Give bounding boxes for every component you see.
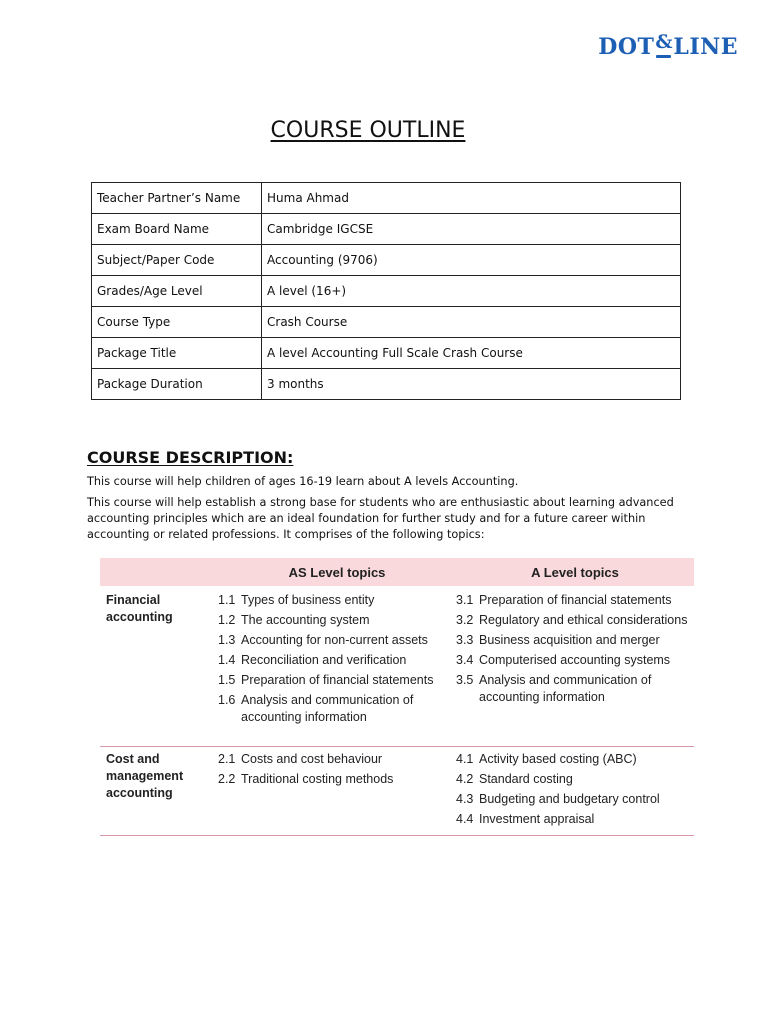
a-level-header: A Level topics <box>531 564 619 580</box>
table-row <box>92 369 681 400</box>
list-item: 3.5 Analysis and communication of accounting information <box>456 673 652 704</box>
info-label: Course Type <box>92 307 262 338</box>
topics-section-financial <box>100 586 694 747</box>
logo-underline-bar <box>656 55 671 58</box>
list-item: 1.4 Reconciliation and verification <box>218 653 407 667</box>
list-item: 1.3 Accounting for non-current assets <box>218 633 428 647</box>
logo-text-line: LINE <box>673 34 738 60</box>
info-label: Grades/Age Level <box>92 276 262 307</box>
topics-table <box>100 558 694 836</box>
info-label: Package Duration <box>92 369 262 400</box>
info-label: Teacher Partner’s Name <box>92 183 262 214</box>
table-row <box>92 214 681 245</box>
info-value: 3 months <box>262 369 681 400</box>
category-label: Financial accounting <box>106 593 173 624</box>
list-item: 2.2 Traditional costing methods <box>218 772 394 786</box>
list-item: 1.6 Analysis and communication of accounting information <box>218 693 414 724</box>
list-item: 3.2 Regulatory and ethical considerations <box>456 613 688 627</box>
page-title: COURSE OUTLINE <box>270 118 466 143</box>
info-value: Accounting (9706) <box>262 245 681 276</box>
list-item: 3.1 Preparation of financial statements <box>456 593 672 607</box>
table-row <box>92 183 681 214</box>
list-item: 1.2 The accounting system <box>218 613 370 627</box>
topics-header <box>100 558 694 586</box>
as-topic-list <box>218 592 456 738</box>
course-description-paragraph: This course will help establish a strong base for students who are enthusiastic about learning advanced accounting principles which are an ideal foundation for further study and for a future career within accounting or related professions. It comprises of the following topics: <box>87 496 674 541</box>
category-label: Cost and management accounting <box>106 752 184 800</box>
list-item: 1.5 Preparation of financial statements <box>218 673 434 687</box>
table-row <box>92 245 681 276</box>
course-description-heading: COURSE DESCRIPTION: <box>87 448 294 467</box>
list-item: 4.1 Activity based costing (ABC) <box>456 752 637 766</box>
a-topic-list <box>456 592 694 738</box>
info-label: Exam Board Name <box>92 214 262 245</box>
as-level-header: AS Level topics <box>288 564 386 580</box>
a-topic-list <box>456 751 694 831</box>
course-description-paragraph: This course will help children of ages 16-19 learn about A levels Accounting. <box>87 475 519 488</box>
info-value: Huma Ahmad <box>262 183 681 214</box>
list-item: 2.1 Costs and cost behaviour <box>218 752 383 766</box>
info-value: A level (16+) <box>262 276 681 307</box>
list-item: 4.3 Budgeting and budgetary control <box>456 792 660 806</box>
table-row <box>92 276 681 307</box>
list-item: 4.4 Investment appraisal <box>456 812 595 826</box>
list-item: 4.2 Standard costing <box>456 772 573 786</box>
topics-section-cost <box>100 747 694 836</box>
list-item: 3.4 Computerised accounting systems <box>456 653 671 667</box>
info-label: Package Title <box>92 338 262 369</box>
ampersand-icon <box>655 31 674 60</box>
dotline-logo <box>598 31 738 60</box>
logo-ampersand: & <box>655 31 674 53</box>
list-item: 3.3 Business acquisition and merger <box>456 633 660 647</box>
info-label: Subject/Paper Code <box>92 245 262 276</box>
info-value: Cambridge IGCSE <box>262 214 681 245</box>
table-row <box>92 307 681 338</box>
info-value: A level Accounting Full Scale Crash Course <box>262 338 681 369</box>
logo-text-dot: DOT <box>598 34 655 60</box>
table-row <box>92 338 681 369</box>
course-info-table <box>91 182 681 400</box>
list-item: 1.1 Types of business entity <box>218 593 375 607</box>
info-value: Crash Course <box>262 307 681 338</box>
as-topic-list <box>218 751 456 831</box>
